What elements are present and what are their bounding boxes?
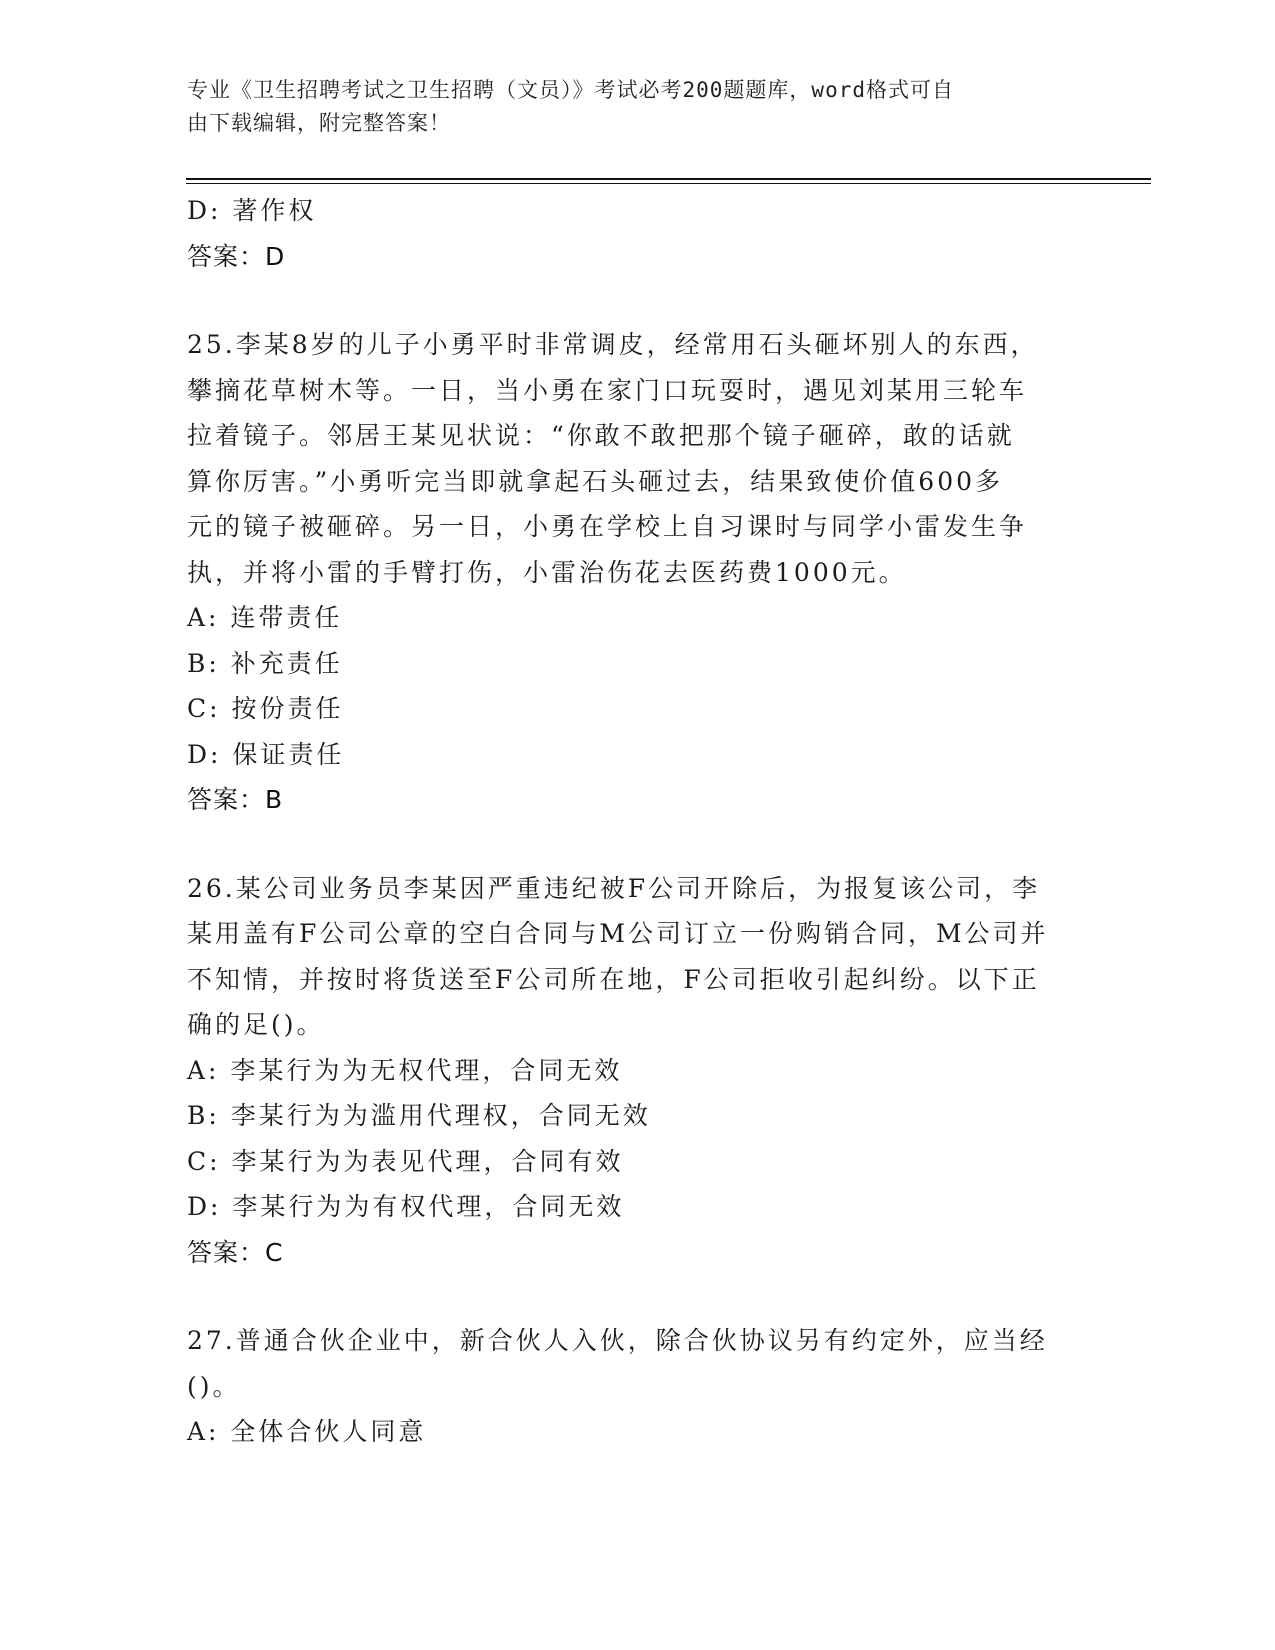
question-text: 25.李某8岁的儿子小勇平时非常调皮，经常用石头砸坏别人的东西， 攀摘花草树木等。一日，当小勇在家门口玩耍时，遇见刘某用三轮车 拉着镜子。邻居王某见状说：“你敢不敢把那个镜子砸碎，敢的话就 算你厉害。”小勇听完当即就拿起石头砸过去，结果致使价值600多 元的镜子被砸碎。另一日，小勇在学校上自习课时与同学小雷发生争 执，并将小雷的手臂打伤，小雷治伤花去医药费1000元。 bbox=[187, 330, 1039, 587]
question-24-tail bbox=[187, 188, 1087, 279]
option-c: C: 李某行为为表见代理，合同有效 bbox=[187, 1146, 624, 1176]
answer-label: 答案：C bbox=[187, 1237, 284, 1267]
option-a: A: 李某行为为无权代理，合同无效 bbox=[187, 1055, 623, 1085]
option-b: B: 补充责任 bbox=[187, 648, 343, 678]
option-d: D: 著作权 bbox=[187, 196, 317, 225]
option-d: D: 李某行为为有权代理，合同无效 bbox=[187, 1192, 625, 1221]
question-text: 27.普通合伙企业中，新合伙人入伙，除合伙协议另有约定外，应当经 ()。 bbox=[187, 1326, 1048, 1401]
header-line-1: 专业《卫生招聘考试之卫生招聘（文员）》考试必考200题题库，word格式可自 bbox=[187, 78, 954, 102]
question-25 bbox=[187, 322, 1087, 823]
header-divider-thin bbox=[186, 183, 1151, 184]
question-26 bbox=[187, 866, 1087, 1276]
answer-label: 答案：B bbox=[187, 785, 284, 814]
answer-label: 答案：D bbox=[187, 241, 286, 271]
header-divider-thick bbox=[186, 178, 1151, 180]
option-a: A: 连带责任 bbox=[187, 603, 343, 632]
header-line-2: 由下载编辑，附完整答案！ bbox=[187, 111, 451, 135]
option-d: D: 保证责任 bbox=[187, 739, 345, 769]
question-text: 26.某公司业务员李某因严重违纪被F公司开除后，为报复该公司，李 某用盖有F公司公章的空白合同与M公司订立一份购销合同，M公司并 不知情，并按时将货送至F公司所在地，F公司拒收引起纠纷。以下正 确的足()。 bbox=[187, 873, 1049, 1039]
question-27 bbox=[187, 1318, 1087, 1455]
option-c: C: 按份责任 bbox=[187, 694, 344, 723]
option-b: B: 李某行为为滥用代理权，合同无效 bbox=[187, 1101, 651, 1130]
document-body bbox=[187, 188, 1087, 1455]
document-header bbox=[187, 74, 1067, 140]
option-a: A: 全体合伙人同意 bbox=[187, 1417, 427, 1446]
